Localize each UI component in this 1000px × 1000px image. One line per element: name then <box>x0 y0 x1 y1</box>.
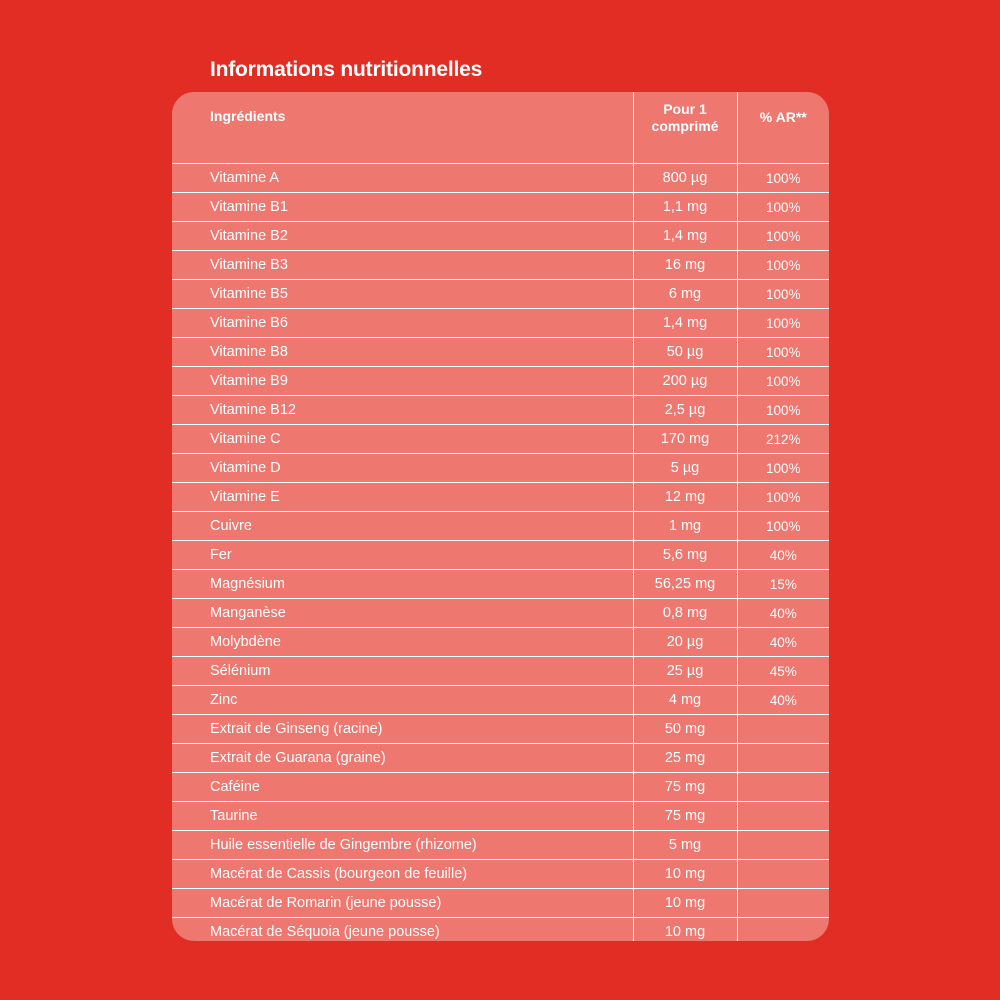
table-row <box>172 483 829 512</box>
ingredient-ar: 100% <box>737 367 829 396</box>
header-per-tablet-line2: comprimé <box>651 118 719 134</box>
ingredient-name: Manganèse <box>172 599 633 628</box>
ingredient-amount: 20 µg <box>633 628 737 657</box>
ingredient-name: Vitamine B2 <box>172 222 633 251</box>
ingredient-name: Macérat de Romarin (jeune pousse) <box>172 889 633 918</box>
header-ar: % AR** <box>737 92 829 164</box>
ingredient-ar: 100% <box>737 222 829 251</box>
ingredient-ar: 100% <box>737 164 829 193</box>
ingredient-name: Vitamine B6 <box>172 309 633 338</box>
ingredient-ar <box>737 831 829 860</box>
ingredient-amount: 6 mg <box>633 280 737 309</box>
header-per-tablet-line1: Pour 1 <box>663 101 707 117</box>
table-row <box>172 251 829 280</box>
ingredient-ar: 100% <box>737 338 829 367</box>
ingredient-amount: 50 mg <box>633 715 737 744</box>
ingredient-ar: 100% <box>737 309 829 338</box>
ingredient-name: Vitamine E <box>172 483 633 512</box>
table-row <box>172 657 829 686</box>
table-row <box>172 338 829 367</box>
ingredient-name: Vitamine D <box>172 454 633 483</box>
ingredient-ar <box>737 889 829 918</box>
page-title: Informations nutritionnelles <box>210 58 483 81</box>
nutrition-table <box>172 92 829 941</box>
ingredient-amount: 10 mg <box>633 860 737 889</box>
table-row <box>172 715 829 744</box>
ingredient-name: Vitamine B12 <box>172 396 633 425</box>
ingredient-amount: 25 µg <box>633 657 737 686</box>
ingredient-amount: 0,8 mg <box>633 599 737 628</box>
header-per-tablet <box>633 92 737 164</box>
ingredient-name: Macérat de Séquoia (jeune pousse) <box>210 924 440 940</box>
ingredient-ar: 100% <box>737 396 829 425</box>
table-row <box>172 889 829 918</box>
ingredient-name: Vitamine B3 <box>172 251 633 280</box>
table-row <box>172 802 829 831</box>
ingredient-ar: 40% <box>737 628 829 657</box>
table-row <box>172 773 829 802</box>
ingredient-amount: 75 mg <box>633 773 737 802</box>
ingredient-name: Vitamine B5 <box>172 280 633 309</box>
ingredient-ar: 40% <box>737 599 829 628</box>
ingredient-name: Fer <box>172 541 633 570</box>
ingredient-ar: 100% <box>737 512 829 541</box>
ingredient-ar: 45% <box>737 657 829 686</box>
ingredient-amount: 1,4 mg <box>633 222 737 251</box>
ingredient-name: Macérat de Cassis (bourgeon de feuille) <box>172 860 633 889</box>
table-row <box>172 367 829 396</box>
ingredient-amount: 10 mg <box>633 889 737 918</box>
ingredient-ar: 100% <box>737 251 829 280</box>
ingredient-name: Magnésium <box>172 570 633 599</box>
ingredient-ar <box>737 918 829 942</box>
ingredient-amount: 5 µg <box>633 454 737 483</box>
ingredient-name: Vitamine B8 <box>172 338 633 367</box>
nutrition-table-card <box>172 92 829 941</box>
table-row <box>172 570 829 599</box>
table-row <box>172 628 829 657</box>
ingredient-amount: 800 µg <box>633 164 737 193</box>
ingredient-amount: 1 mg <box>633 512 737 541</box>
ingredient-amount: 10 mg <box>633 918 737 942</box>
ingredient-name: Cuivre <box>172 512 633 541</box>
ingredient-name: Molybdène <box>172 628 633 657</box>
ingredient-amount: 200 µg <box>633 367 737 396</box>
table-row <box>172 280 829 309</box>
ingredient-name: Extrait de Guarana (graine) <box>172 744 633 773</box>
ingredient-ar: 212% <box>737 425 829 454</box>
table-row <box>172 222 829 251</box>
table-row <box>172 860 829 889</box>
ingredient-ar: 100% <box>737 193 829 222</box>
ingredient-amount: 56,25 mg <box>633 570 737 599</box>
ingredient-ar <box>737 802 829 831</box>
ingredient-amount: 50 µg <box>633 338 737 367</box>
table-row <box>172 425 829 454</box>
table-row <box>172 512 829 541</box>
ingredient-amount: 16 mg <box>633 251 737 280</box>
table-row <box>172 831 829 860</box>
ingredient-ar: 100% <box>737 280 829 309</box>
ingredient-ar: 40% <box>737 686 829 715</box>
table-row <box>172 309 829 338</box>
ingredient-ar <box>737 715 829 744</box>
table-row <box>172 541 829 570</box>
ingredient-ar: 15% <box>737 570 829 599</box>
ingredient-name: Caféine <box>172 773 633 802</box>
ingredient-name: Taurine <box>172 802 633 831</box>
ingredient-name: Huile essentielle de Gingembre (rhizome) <box>172 831 633 860</box>
table-row <box>172 599 829 628</box>
ingredient-name: Extrait de Ginseng (racine) <box>172 715 633 744</box>
ingredient-name: Zinc <box>172 686 633 715</box>
ingredient-name: Vitamine B1 <box>172 193 633 222</box>
table-row <box>172 193 829 222</box>
ingredient-amount: 75 mg <box>633 802 737 831</box>
table-row <box>172 454 829 483</box>
ingredient-amount: 2,5 µg <box>633 396 737 425</box>
ingredient-ar <box>737 773 829 802</box>
ingredient-name: Vitamine C <box>172 425 633 454</box>
table-row <box>172 918 829 942</box>
ingredient-ar: 40% <box>737 541 829 570</box>
ingredient-amount: 1,4 mg <box>633 309 737 338</box>
table-row <box>172 686 829 715</box>
ingredient-ar <box>737 744 829 773</box>
ingredient-amount: 1,1 mg <box>633 193 737 222</box>
ingredient-amount: 170 mg <box>633 425 737 454</box>
header-ingredients: Ingrédients <box>172 92 633 164</box>
ingredient-name: Vitamine B9 <box>172 367 633 396</box>
table-row <box>172 744 829 773</box>
ingredient-amount: 4 mg <box>633 686 737 715</box>
ingredient-ar: 100% <box>737 454 829 483</box>
ingredient-amount: 5,6 mg <box>633 541 737 570</box>
ingredient-amount: 5 mg <box>633 831 737 860</box>
ingredient-ar: 100% <box>737 483 829 512</box>
table-row <box>172 396 829 425</box>
ingredient-name: Sélénium <box>172 657 633 686</box>
ingredient-name: Vitamine A <box>172 164 633 193</box>
ingredient-amount: 12 mg <box>633 483 737 512</box>
table-row <box>172 164 829 193</box>
table-header-row <box>172 92 829 164</box>
ingredient-ar <box>737 860 829 889</box>
ingredient-amount: 25 mg <box>633 744 737 773</box>
